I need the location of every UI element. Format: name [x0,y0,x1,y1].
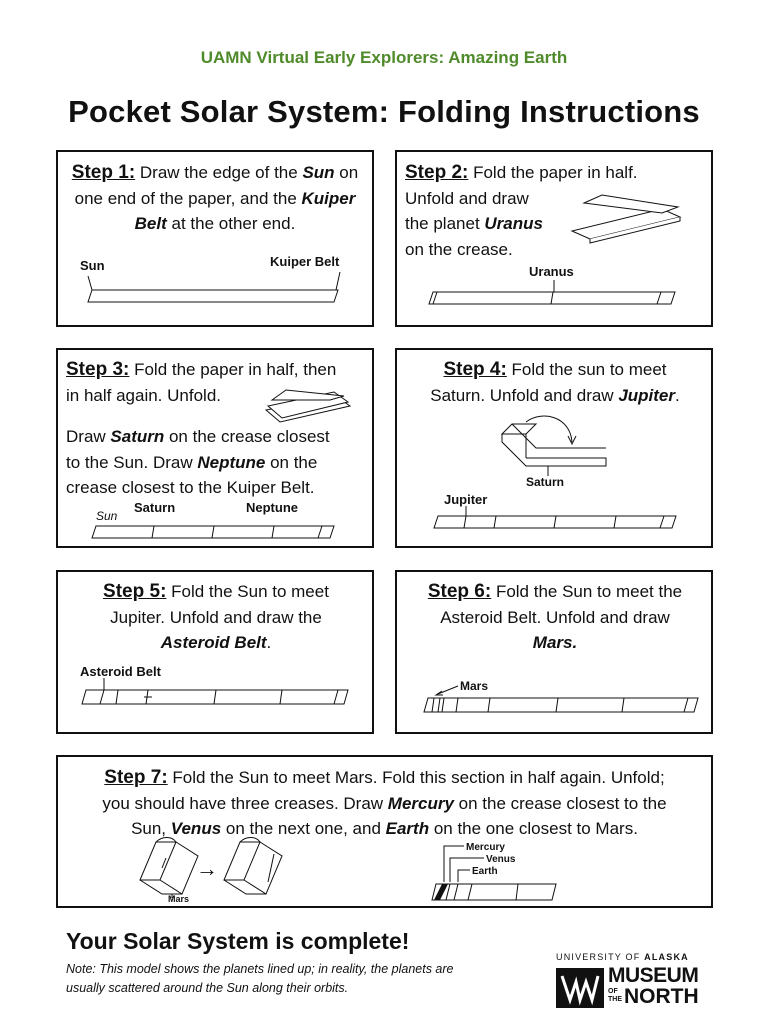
logo-university [556,952,689,962]
museum-logo-icon [556,968,604,1008]
sun-label: Sun [80,258,105,273]
uranus-label: Uranus [529,264,574,279]
step-2-line-3: the planet [405,214,485,233]
step-5-text [66,579,366,656]
logo-of-the [608,988,622,1004]
step-2-figure [425,262,685,312]
step-1-text-part: Draw the edge of the [135,163,303,182]
logo-north: NORTH [624,985,699,1008]
jupiter-term: Jupiter [618,385,675,405]
museum-logo [556,952,699,1012]
logo-university-text: UNIVERSITY OF [556,952,645,962]
fold-illustration-2 [570,195,690,245]
jupiter-label: Jupiter [444,492,488,507]
step-7-line-3b: on the next one, and [221,819,386,838]
asteroid-belt-label: Asteroid Belt [80,664,161,679]
step-3-text-part: Draw [66,427,111,446]
saturn-term: Saturn [110,427,165,446]
paper-strip [432,884,556,900]
mercury-pointer [444,846,464,882]
step-2-label: Step 2: [405,162,469,183]
uranus-term: Uranus [484,214,543,233]
step-4-figure [430,490,690,536]
step-7-text [66,765,703,842]
earth-pointer [458,870,470,882]
neptune-label: Neptune [246,500,298,515]
saturn-label: Saturn [134,500,176,515]
step-2-line-1-text: Fold the paper in half. [468,163,638,182]
mercury-term: Mercury [387,793,454,813]
step-1-text [62,160,368,237]
step-6-line-2: Asteroid Belt. Unfold and draw [440,607,670,627]
step-1-figure [70,250,360,310]
logo-of: OF [608,988,618,995]
step-3-line-2: in half again. Unfold. [66,385,221,405]
step-6-label: Step 6: [427,581,492,602]
neptune-term: Neptune [197,452,266,472]
page-header: UAMN Virtual Early Explorers: Amazing Earth [200,48,568,67]
step-3-text-part: crease closest to the Kuiper Belt. [66,478,315,497]
logo-alaska-text: ALASKA [644,952,689,962]
venus-term: Venus [170,819,222,838]
earth-term: Earth [385,819,430,838]
step-6-figure [420,674,702,720]
paper-strip [424,698,698,712]
step-3-text-part: to the Sun. Draw [66,452,198,472]
kuiper-term: Kuiper Belt [134,188,356,233]
sun-label-italic: Sun [96,509,118,523]
step-3-figure [88,498,348,544]
step-4-text [405,357,705,408]
venus-label: Venus [486,854,516,865]
sun-term: Sun [302,163,335,182]
step-1-label: Step 1: [71,162,136,183]
kuiper-pointer [336,272,340,290]
fold-illustration-3 [264,388,354,428]
mars-label: Mars [460,679,489,693]
step-7-line-2b: on the crease closest to the [453,793,667,813]
mars-pointer [438,686,458,694]
logo-the: THE [608,996,622,1003]
step-3-label: Step 3: [66,359,130,380]
earth-label: Earth [472,866,498,877]
completion-heading: Your Solar System is complete! [66,928,410,954]
mars-term: Mars. [532,633,578,652]
step-2-line-2: Unfold and draw [405,188,529,208]
step-3-text-part: on the crease closest [164,427,330,446]
step-5-label: Step 5: [103,581,167,602]
footer-note: Note: This model shows the planets lined up; in reality, the planets are usually scattered around the Sun along their orbits. [66,962,454,995]
step-7-line-3c: on the one closest to Mars. [429,819,638,838]
step-4-line-1: Fold the sun to meet [506,360,667,379]
step-7-line-3: Sun, [131,819,171,838]
step-4-line-2: Saturn. Unfold and draw [430,385,619,405]
step-7-figure [428,838,560,908]
step-3-text-b [66,424,366,501]
step-6-line-1: Fold the Sun to meet the [491,582,683,601]
mars-label-7: Mars [168,894,190,904]
step-7-line-1: Fold the Sun to meet Mars. Fold this section in half again. Unfold; [167,768,665,787]
kuiper-belt-label: Kuiper Belt [270,254,340,269]
step-3-line-1: Fold the paper in half, then [129,360,337,379]
fold-arrow: → [196,856,218,881]
step-5-text-part: . [266,633,272,652]
asteroid-belt-term: Asteroid Belt [160,633,267,652]
saturn-label-4-wrap [520,472,580,488]
step-7-line-2: you should have three creases. Draw [102,793,388,813]
step-4-text-part: . [675,385,680,405]
step-6-text [405,579,705,656]
step-1-text-part: at the other end. [166,214,296,233]
page-title: Pocket Solar System: Folding Instructions [68,94,700,129]
fold-illustration-7 [132,838,292,904]
step-5-line-1: Fold the Sun to meet [166,582,329,601]
step-5-figure [76,660,356,710]
saturn-label-4: Saturn [526,475,565,489]
logo-museum: MUSEUM [608,964,699,987]
mercury-label: Mercury [466,842,505,853]
step-1-text-part: on one end of the paper, and the [74,163,359,208]
step-4-label: Step 4: [443,359,507,380]
step-3-text-part: on the [265,452,318,472]
step-5-line-2: Jupiter. Unfold and draw the [110,607,322,627]
sun-pointer [88,276,92,290]
step-2-line-4: on the crease. [405,239,513,259]
paper-strip [88,290,338,302]
step-7-label: Step 7: [104,767,168,788]
